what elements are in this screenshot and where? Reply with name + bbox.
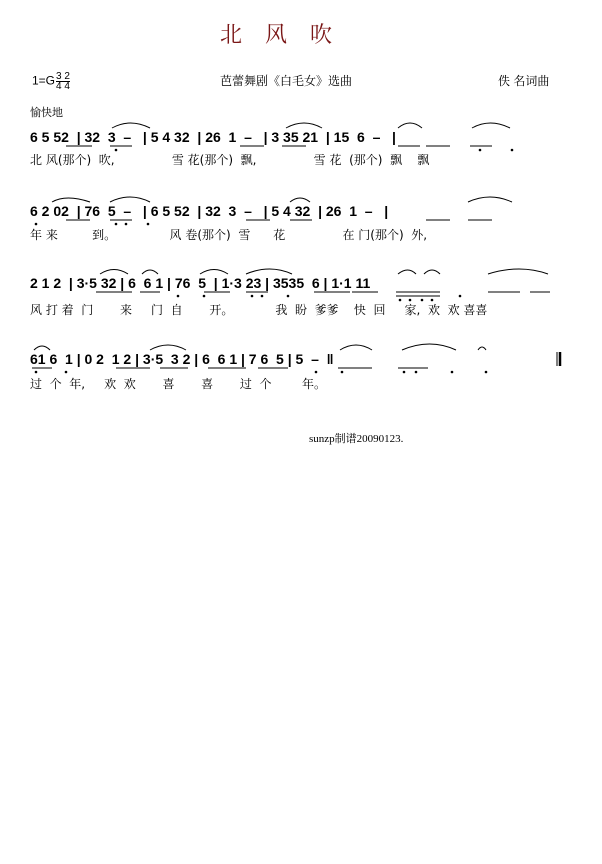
notation-line-3: 2 1 2 | 3·5 32 | 6 6 1 | 76 5 | 1·3 23 | 3535 6 | 1·1 11: [30, 275, 371, 291]
tempo-marking: 愉快地: [30, 107, 63, 119]
notation-line-1: 6 5 52 | 32 3 – | 5 4 32 | 26 1 – | 3 35 21 | 15 6 – |: [30, 129, 396, 145]
beam-lines: [32, 146, 550, 368]
notation-line-4: 61 6 1 | 0 2 1 2 | 3·5 3 2 | 6 6 1 | 7 6 5 | 5 – ‖: [30, 351, 334, 367]
notation-line-2: 6 2 02 | 76 5 – | 6 5 52 | 32 3 – | 5 4 32 | 26 1 – |: [30, 203, 389, 219]
source-label: 芭蕾舞剧《白毛女》选曲: [220, 74, 353, 88]
lyrics-line-4: 过 个 年, 欢 欢 喜 喜 过 个 年。: [30, 377, 327, 391]
song-title: 北 风 吹: [220, 23, 340, 48]
octave-dots: [35, 149, 514, 374]
footer-credit: sunzp制谱20090123.: [309, 433, 404, 445]
time-signature-top: 3 2: [56, 71, 70, 82]
key-label: 1=G: [32, 73, 56, 88]
credit-label: 佚 名词曲: [498, 74, 550, 88]
final-barline: [557, 352, 560, 366]
slur-marks: [34, 123, 548, 350]
lyrics-line-2: 年 来 到。 风 卷(那个) 雪 花 在 门(那个) 外,: [30, 228, 428, 242]
time-signature-bottom: 4 4: [56, 81, 70, 92]
lyrics-line-1: 北 风(那个) 吹, 雪 花(那个) 飘, 雪 花 (那个) 飘 飘: [30, 153, 430, 167]
lyrics-line-3: 风 打 着 门 来 门 自 开。 我 盼 爹爹 快 回 家, 欢 欢 喜喜: [30, 303, 488, 317]
